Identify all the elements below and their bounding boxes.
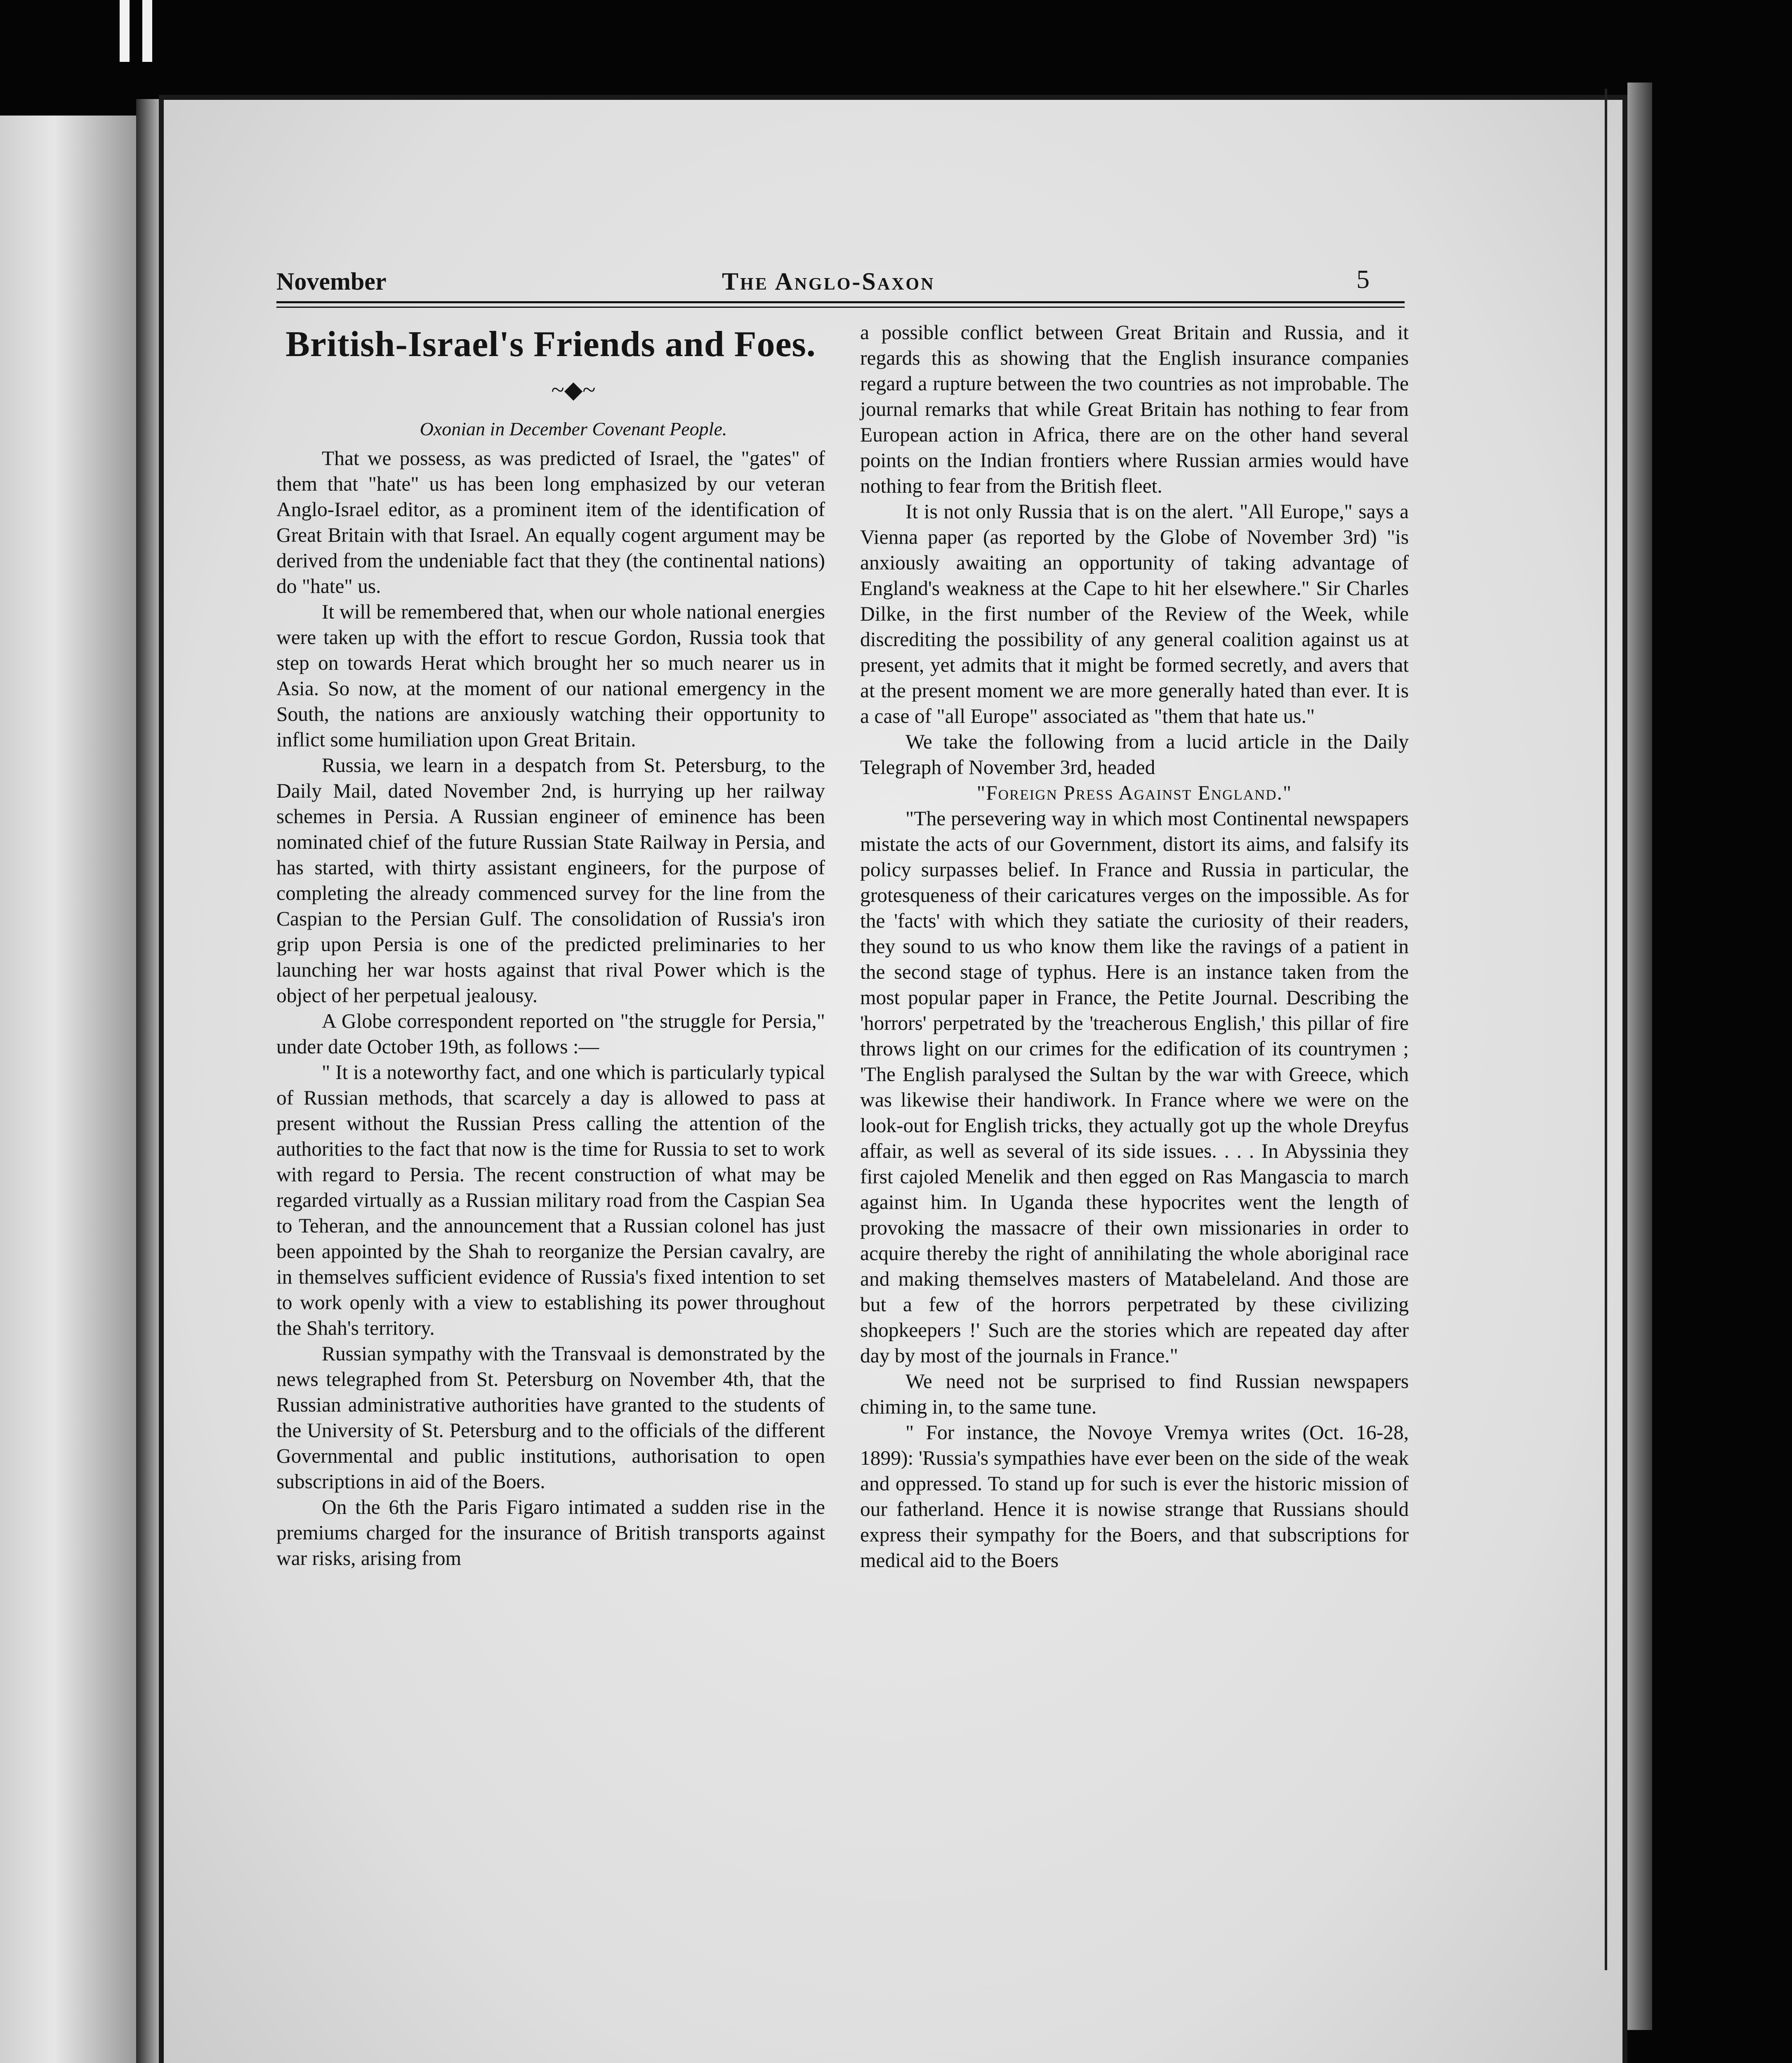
header-journal-title: The Anglo-Saxon	[722, 268, 935, 295]
quoted-paragraph: " It is a noteworthy fact, and one which is particularly typical of Russian methods, that scarcely a day is allowed to pass at present without the Russian Press calling the attention of the authorities to the fact that now is the time for Russia to set to work with regard to Persia. The recent construction of what may be regarded virtually as a Russian military road from the Caspian Sea to Teheran, and the announcement that a Russian colonel has just been appointed by the Shah to reorganize the Persian cavalry, are in themselves sufficient evidence of Russia's fixed intention to set to work openly with a view to establishing its power throughout the Shah's territory.	[276, 1061, 825, 1339]
paragraph: We need not be surprised to find Russian newspapers chiming in, to the same tune.	[860, 1370, 1409, 1418]
paragraph: Russia, we learn in a despatch from St. Petersburg, to the Daily Mail, dated November 2nd, is hurrying up her railway schemes in Persia. A Russian engineer of eminence has been nominated chief of the future Russian State Railway in Persia, and has started, with thirty assistant engineers, for the purpose of completing the already commenced survey for the line from the Caspian to the Persian Gulf. The consolidation of Russia's iron grip upon Persia is one of the predicted preliminaries to her launching her war hosts against that rival Power which is the object of her perpetual jealousy.	[276, 754, 825, 1007]
paragraph: That we possess, as was predicted of Israel, the "gates" of them that "hate" us has been long emphasized by our veteran Anglo-Israel editor, as a prominent item of the identification of Great Britain with that Israel. An equally cogent argument may be derived from the undeniable fact that they (the continental nations) do "hate" us.	[276, 447, 825, 597]
quoted-paragraph: "The persevering way in which most Continental newspapers mistate the acts of our Government, distort its aims, and falsify its policy surpasses belief. In France and Russia in particular, the grotesqueness of their caricatures verges on the impossible. As for the 'facts' with which they satiate the curiosity of their readers, they sound to us who know them like the ravings of a patient in the second stage of typhus. Here is an instance taken from the most popular paper in France, the Petite Journal. Describing the 'horrors' perpetrated by the 'treacherous English,' this pillar of fire throws light on our crimes for the edification of its countrymen ; 'The English paralysed the Sultan by the war with Greece, which was likewise their handiwork. In France where we were on the look-out for English tricks, they actually got up the whole Dreyfus affair, as well as several of its side issues. . . . In Abyssinia they first cajoled Menelik and then egged on Ras Mangascia to march against him. In Uganda these hypocrites went the length of provoking the massacre of their own missionaries in order to acquire thereby the right of annihilating the whole aboriginal race and making themselves masters of Matabeleland. And those are but a few of the horrors perpetrated by these civilizing shopkeepers !' Such are the stories which are repeated day after day by most of the journals in France."	[860, 807, 1409, 1367]
page-number: 5	[1356, 264, 1370, 294]
paragraph: It will be remembered that, when our whole national energies were taken up with the effort to rescue Gordon, Russia took that step on towards Herat which brought her so much nearer us in Asia. So now, at the moment of our national emergency in the South, the nations are anxiously watching their opportunity to inflict some humiliation upon Great Britain.	[276, 600, 825, 751]
facing-page-edge	[0, 116, 136, 2063]
header-month: November	[276, 268, 387, 295]
film-edge-mark	[120, 0, 130, 62]
paragraph: We take the following from a lucid article in the Daily Telegraph of November 3rd, headed	[860, 730, 1409, 779]
paragraph: On the 6th the Paris Figaro intimated a sudden rise in the premiums charged for the insurance of British transports against war risks, arising from	[276, 1496, 825, 1570]
article-byline: Oxonian in December Covenant People.	[420, 418, 727, 439]
right-column	[860, 320, 1409, 1950]
subheading: "Foreign Press Against England."	[976, 781, 1292, 804]
paragraph: A Globe correspondent reported on "the struggle for Persia," under date October 19th, as follows :—	[276, 1010, 825, 1058]
article-title: British-Israel's Friends and Foes.	[285, 324, 816, 364]
paragraph: It is not only Russia that is on the alert. "All Europe," says a Vienna paper (as reported by the Globe of November 3rd) "is anxiously awaiting an opportunity of taking advantage of England's weakness at the Cape to hit her elsewhere." Sir Charles Dilke, in the first number of the Review of the Week, while discrediting the possibility of any general coalition against us at present, yet admits that it might be formed secretly, and avers that at the present moment we are more generally hated than ever. It is a case of "all Europe" associated as "them that hate us."	[860, 500, 1409, 727]
book-gutter	[136, 99, 161, 2063]
quoted-paragraph: " For instance, the Novoye Vremya writes (Oct. 16-28, 1899): 'Russia's sympathies have ever been on the side of the weak and oppressed. To stand up for such is ever the historic mission of our fatherland. Hence it is nowise strange that Russians should express their sympathy for the Boers, and that subscriptions for medical aid to the Boers	[860, 1421, 1409, 1572]
header-rule	[276, 307, 1405, 308]
page-frame-line	[1605, 89, 1607, 1970]
left-column	[276, 322, 825, 1952]
running-header	[276, 260, 1405, 297]
page-content	[276, 260, 1409, 1952]
film-edge-mark	[142, 0, 152, 62]
ornament: ~◆~	[551, 376, 596, 403]
paragraph: a possible conflict between Great Britain and Russia, and it regards this as showing that the English insurance companies regard a rupture between the two countries as not improbable. The journal remarks that while Great Britain has nothing to fear from European action in Africa, there are on the other hand several points on the Indian frontiers where Russian armies would have nothing to fear from the British fleet.	[860, 321, 1409, 497]
header-rule	[276, 301, 1405, 303]
paragraph: Russian sympathy with the Transvaal is demonstrated by the news telegraphed from St. Petersburg on November 4th, that the Russian administrative authorities have granted to the students of the University of St. Petersburg and to the officials of the different Governmental and public institutions, authorisation to open subscriptions in aid of the Boers.	[276, 1342, 825, 1493]
page-right-edge	[1627, 83, 1652, 2030]
